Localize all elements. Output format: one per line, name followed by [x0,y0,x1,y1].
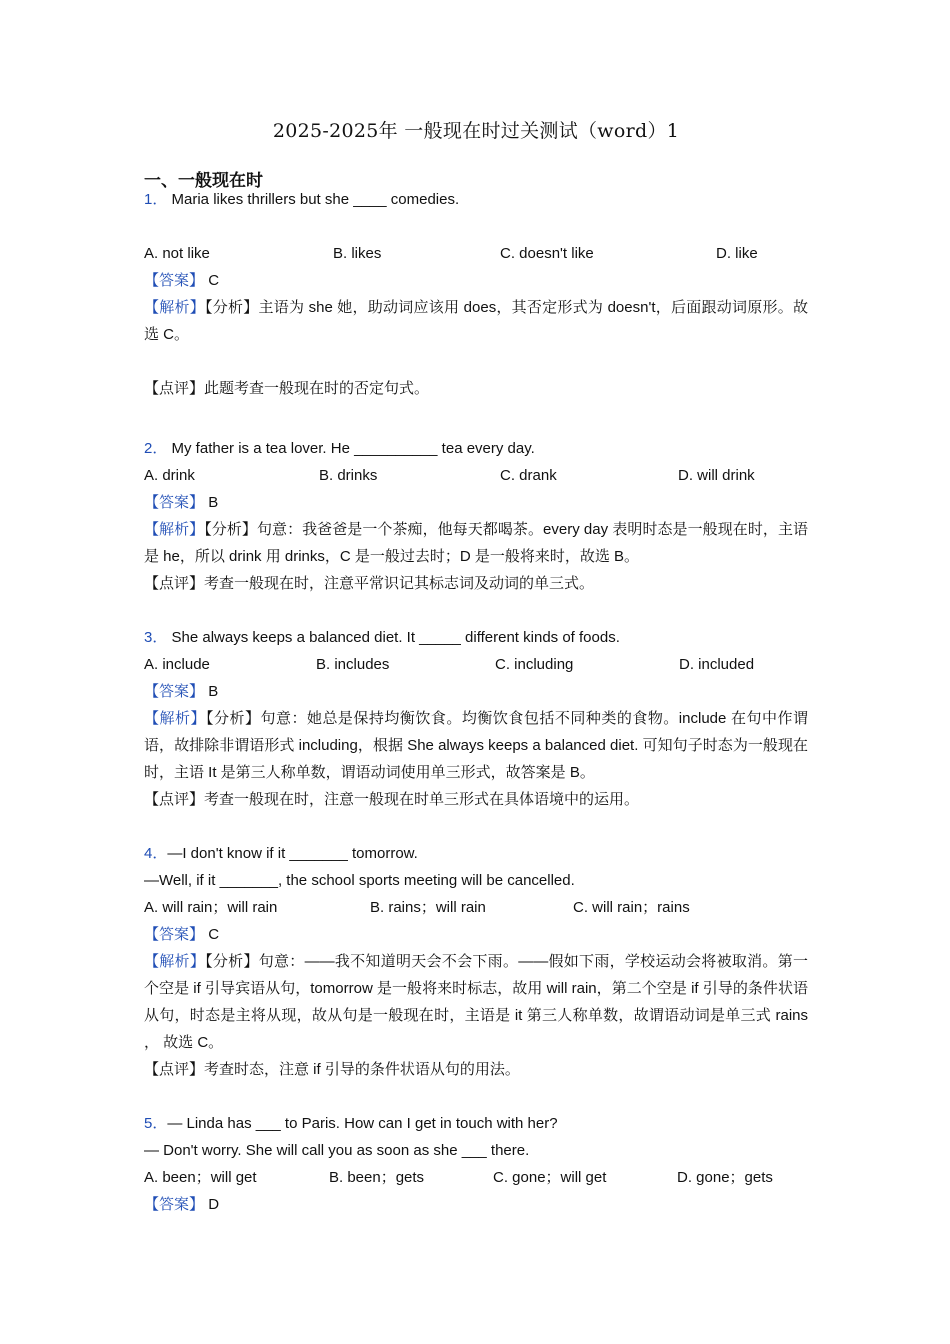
question-number: 1． [144,191,168,208]
answer-line [144,921,808,948]
answer-line [144,1191,808,1218]
option-c: C. including [495,656,574,673]
analysis [144,948,808,1056]
question-text: Maria likes thrillers but she ____ comedies. [171,191,460,208]
option-a: A. will rain；will rain [144,899,278,916]
options [144,894,808,921]
option-d: D. gone；gets [677,1169,773,1186]
analysis-label: 【解析】 [144,299,205,316]
analysis-text: 【分析】句意：——我不知道明天会不会下雨。——假如下雨，学校运动会将被取消。第一个空是 if 引导宾语从句，tomorrow 是一般将来时标志，故用 will rain，第二个空是 if 引导的条件状语从句，时态是主将从现，故从句是一般现在时，主语是 it 第三人称单数，故谓语动词是单三式 rains ， 故选 C。 [144,953,808,1051]
option-a: A. not like [144,245,210,262]
option-b: B. rains；will rain [370,899,486,916]
answer-line [144,489,808,516]
option-c: C. doesn't like [500,245,594,262]
question-stem [144,186,808,213]
answer-value: B [208,494,219,511]
question-text: — Linda has ___ to Paris. How can I get in touch with her? [167,1115,558,1132]
question-number: 3． [144,629,168,646]
answer-label: 【答案】 [144,683,205,700]
analysis [144,705,808,786]
answer-value: C [208,272,220,289]
question-5 [144,1110,808,1218]
question-stem [144,624,808,651]
question-2 [144,435,808,597]
question-stem [144,1110,808,1137]
analysis-text: 【分析】句意：我爸爸是一个茶痴，他每天都喝茶。every day 表明时态是一般现在时，主语是 he，所以 drink 用 drinks，C 是一般过去时；D 是一般将来时，故选 B。 [144,521,808,565]
option-b: B. likes [333,245,382,262]
answer-label: 【答案】 [144,1196,205,1213]
options [144,651,808,678]
option-d: D. like [716,245,758,262]
analysis-text: 【分析】句意：她总是保持均衡饮食。均衡饮食包括不同种类的食物。include 在句中作谓语，故排除非谓语形式 including，根据 She always keeps a balanced diet. 可知句子时态为一般现在时，主语 It 是第三人称单数，谓语动词使用单三形式，故答案是 B。 [144,710,808,781]
question-number: 4． [144,845,168,862]
question-text: —I don't know if it _______ tomorrow. [167,845,418,862]
question-text: She always keeps a balanced diet. It _____ different kinds of foods. [171,629,620,646]
comment: 【点评】考查一般现在时，注意一般现在时单三形式在具体语境中的运用。 [144,791,640,808]
answer-value: D [208,1196,220,1213]
option-d: D. will drink [678,467,755,484]
option-b: B. been；gets [329,1169,425,1186]
answer-value: B [208,683,219,700]
question-text-line-2: — Don't worry. She will call you as soon as she ___ there. [144,1142,530,1159]
answer-label: 【答案】 [144,926,205,943]
analysis-label: 【解析】 [144,521,205,538]
question-3 [144,624,808,813]
comment: 【点评】此题考查一般现在时的否定句式。 [144,380,430,397]
option-d: D. included [679,656,755,673]
analysis-label: 【解析】 [144,953,206,970]
comment: 【点评】考查一般现在时，注意平常识记其标志词及动词的单三式。 [144,575,595,592]
options [144,462,808,489]
answer-label: 【答案】 [144,494,205,511]
option-c: C. drank [500,467,557,484]
option-a: A. include [144,656,210,673]
options [144,1164,808,1191]
document-title: 2025-2025年 一般现在时过关测试（word）1 [272,120,680,142]
option-c: C. gone；will get [493,1169,607,1186]
option-b: B. drinks [319,467,378,484]
question-1 [144,186,808,402]
analysis [144,516,808,570]
option-b: B. includes [316,656,390,673]
answer-value: C [208,926,220,943]
question-number: 5． [144,1115,168,1132]
analysis-label: 【解析】 [144,710,206,727]
question-number: 2． [144,440,168,457]
question-text: My father is a tea lover. He __________ tea every day. [171,440,535,457]
option-c: C. will rain；rains [573,899,690,916]
analysis-text: 【分析】主语为 she 她，助动词应该用 does，其否定形式为 doesn't，后面跟动词原形。故选 C。 [144,299,808,343]
section-heading: 一、一般现在时 [144,171,263,190]
options [144,240,808,267]
analysis [144,294,808,348]
question-4 [144,840,808,1083]
question-stem [144,435,808,462]
comment: 【点评】考查时态，注意 if 引导的条件状语从句的用法。 [144,1061,520,1078]
question-text-line-2: —Well, if it _______, the school sports meeting will be cancelled. [144,872,575,889]
answer-line [144,267,808,294]
option-a: A. drink [144,467,195,484]
question-stem [144,840,808,867]
option-a: A. been；will get [144,1169,257,1186]
answer-line [144,678,808,705]
answer-label: 【答案】 [144,272,205,289]
